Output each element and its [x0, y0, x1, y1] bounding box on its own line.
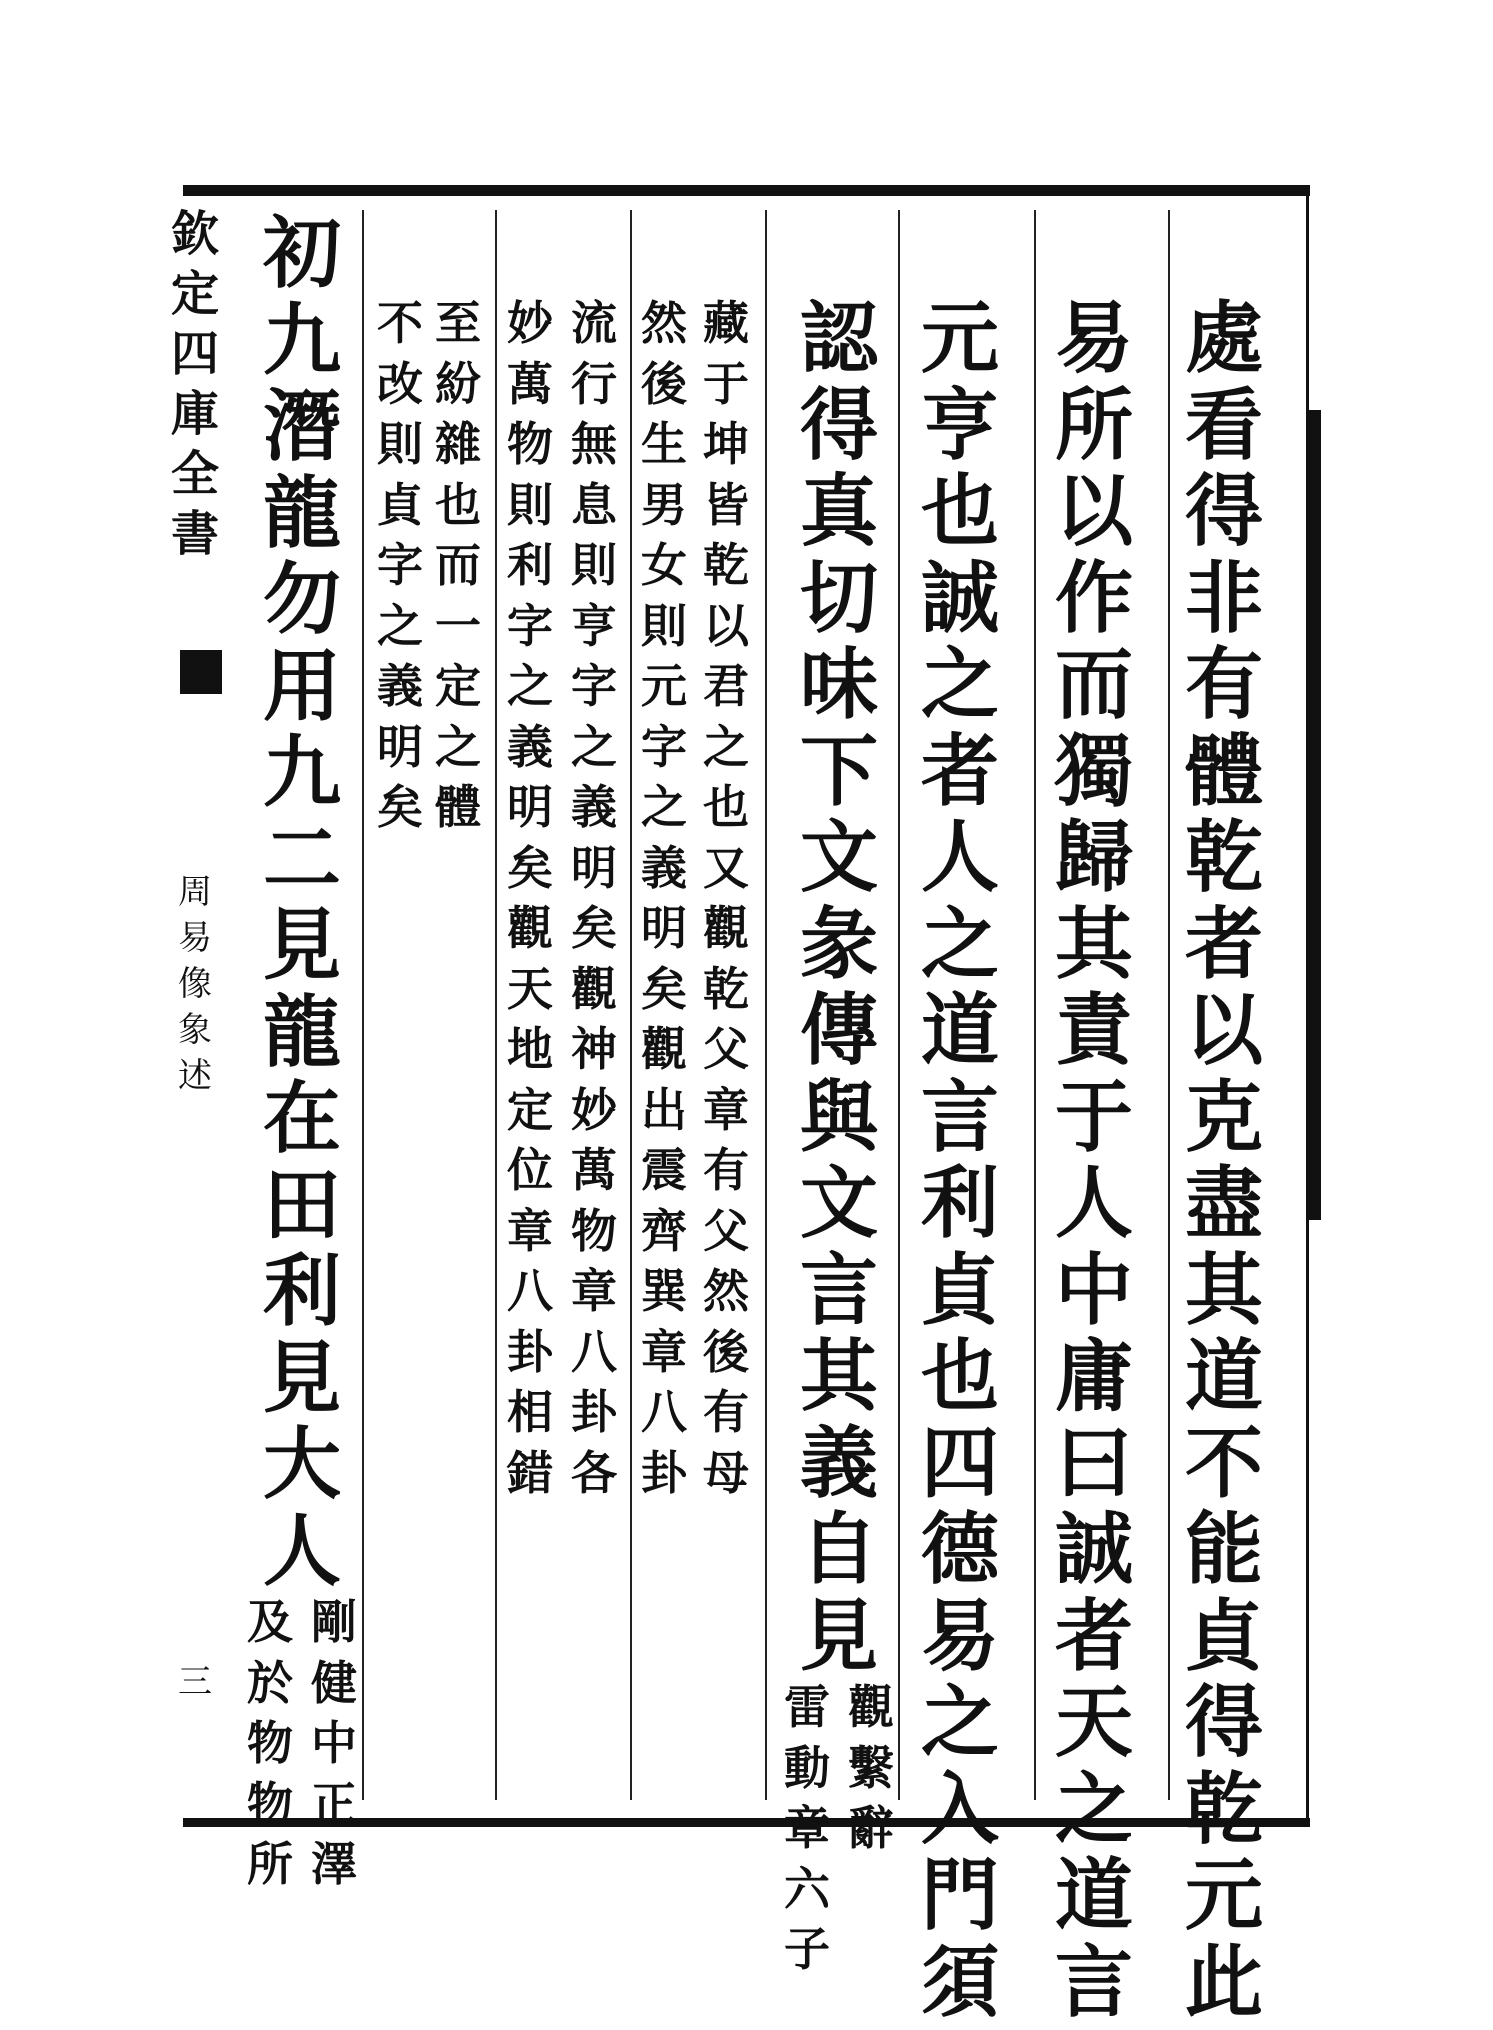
- column-divider: [1034, 210, 1036, 1800]
- glyph: 責: [1046, 992, 1142, 1079]
- glyph: 矣: [502, 845, 558, 906]
- glyph: 健: [306, 1660, 362, 1721]
- glyph: 于: [1046, 1079, 1142, 1166]
- glyph: 三: [173, 1665, 217, 1705]
- glyph: 言: [791, 1252, 887, 1339]
- glyph: 得: [791, 387, 887, 474]
- glyph: 看: [1176, 387, 1272, 474]
- glyph: 流: [566, 300, 622, 361]
- glyph: 而: [1046, 646, 1142, 733]
- column-divider: [630, 210, 632, 1800]
- glyph: 錯: [502, 1450, 558, 1511]
- glyph: 觀: [566, 966, 622, 1027]
- glyph: 繫: [843, 1745, 899, 1806]
- glyph: 體: [1176, 733, 1272, 820]
- column-divider: [362, 210, 364, 1800]
- text-column-1: [1176, 300, 1272, 2030]
- glyph: 四: [170, 330, 220, 390]
- glyph: 曰: [1046, 1425, 1142, 1512]
- glyph: 之: [1046, 1771, 1142, 1858]
- glyph: 則: [502, 482, 558, 543]
- glyph: 文: [791, 819, 887, 906]
- glyph: 庫: [170, 390, 220, 450]
- glyph: 皆: [698, 482, 754, 543]
- glyph: 潛: [254, 388, 350, 475]
- glyph: 欽: [170, 210, 220, 270]
- glyph: 亨: [566, 603, 622, 664]
- glyph: 像: [173, 967, 217, 1013]
- glyph: 母: [698, 1450, 754, 1511]
- glyph: 貞: [372, 482, 428, 543]
- glyph: 男: [636, 482, 692, 543]
- glyph: 有: [1176, 646, 1272, 733]
- glyph: 人: [1046, 1165, 1142, 1252]
- glyph: 人: [912, 819, 1008, 906]
- column-text: [698, 300, 754, 1510]
- glyph: 八: [566, 1329, 622, 1390]
- glyph: 卦: [636, 1450, 692, 1511]
- margin-strip: [170, 190, 220, 1810]
- glyph: 亨: [912, 387, 1008, 474]
- glyph: 二: [254, 821, 350, 908]
- glyph: 地: [502, 1026, 558, 1087]
- glyph: 門: [912, 1857, 1008, 1944]
- glyph: 八: [502, 1268, 558, 1329]
- glyph: 道: [1176, 1338, 1272, 1425]
- glyph: 于: [698, 361, 754, 422]
- glyph: 德: [912, 1511, 1008, 1598]
- glyph: 誠: [1046, 1511, 1142, 1598]
- glyph: 乾: [698, 966, 754, 1027]
- glyph: 觀: [502, 905, 558, 966]
- glyph: 物: [242, 1781, 298, 1842]
- glyph: 藏: [698, 300, 754, 361]
- glyph: 龍: [254, 475, 350, 562]
- glyph: 易: [173, 921, 217, 967]
- glyph: 須: [912, 1944, 1008, 2030]
- glyph: 又: [698, 845, 754, 906]
- text-column-4: [779, 300, 899, 1987]
- column-text: [254, 215, 350, 1599]
- glyph: 傳: [791, 992, 887, 1079]
- glyph: 位: [502, 1147, 558, 1208]
- text-column-2: [1046, 300, 1142, 2030]
- glyph: 歸: [1046, 819, 1142, 906]
- glyph: 易: [912, 1598, 1008, 1685]
- glyph: 之: [912, 646, 1008, 733]
- commentary-line-8: [502, 300, 558, 1510]
- glyph: 無: [566, 421, 622, 482]
- column-divider: [765, 210, 767, 1800]
- glyph: 定: [170, 270, 220, 330]
- glyph: 明: [566, 845, 622, 906]
- glyph: 女: [636, 542, 692, 603]
- text-column-3: [912, 300, 1008, 2030]
- glyph: 字: [636, 724, 692, 785]
- glyph: 坤: [698, 421, 754, 482]
- interlinear-note: [242, 1599, 362, 1902]
- glyph: 乾: [698, 542, 754, 603]
- glyph: 行: [566, 361, 622, 422]
- glyph: 之: [698, 724, 754, 785]
- glyph: 則: [372, 421, 428, 482]
- glyph: 義: [636, 845, 692, 906]
- glyph: 不: [372, 300, 428, 361]
- glyph: 章: [566, 1268, 622, 1329]
- glyph: 道: [912, 992, 1008, 1079]
- glyph: 萬: [502, 361, 558, 422]
- column-divider: [495, 210, 497, 1800]
- glyph: 後: [636, 361, 692, 422]
- glyph: 義: [791, 1425, 887, 1512]
- glyph: 天: [1046, 1684, 1142, 1771]
- glyph: 以: [1046, 473, 1142, 560]
- glyph: 生: [636, 421, 692, 482]
- glyph: 貞: [1176, 1598, 1272, 1685]
- glyph: 與: [791, 1079, 887, 1166]
- glyph: 見: [254, 907, 350, 994]
- commentary-line-7: [566, 300, 622, 1510]
- glyph: 子: [779, 1926, 835, 1987]
- glyph: 齊: [636, 1208, 692, 1269]
- glyph: 各: [566, 1450, 622, 1511]
- glyph: 字: [372, 542, 428, 603]
- glyph: 辭: [843, 1805, 899, 1866]
- glyph: 則: [566, 542, 622, 603]
- glyph: 震: [636, 1147, 692, 1208]
- glyph: 九: [254, 734, 350, 821]
- glyph: 有: [698, 1147, 754, 1208]
- glyph: 庸: [1046, 1338, 1142, 1425]
- glyph: 紛: [430, 361, 486, 422]
- glyph: 物: [502, 421, 558, 482]
- glyph: 章: [636, 1329, 692, 1390]
- glyph: 所: [1046, 387, 1142, 474]
- glyph: 以: [698, 603, 754, 664]
- glyph: 出: [636, 1087, 692, 1148]
- glyph: 天: [502, 966, 558, 1027]
- glyph: 後: [698, 1329, 754, 1390]
- glyph: 言: [912, 1079, 1008, 1166]
- glyph: 述: [173, 1059, 217, 1105]
- glyph: 八: [636, 1389, 692, 1450]
- glyph: 之: [372, 603, 428, 664]
- interlinear-note: [779, 1684, 899, 1987]
- glyph: 得: [1176, 473, 1272, 560]
- glyph: 所: [242, 1841, 298, 1902]
- glyph: 一: [430, 603, 486, 664]
- glyph: 雜: [430, 421, 486, 482]
- glyph: 言: [1046, 1944, 1142, 2030]
- glyph: 利: [912, 1165, 1008, 1252]
- glyph: 定: [430, 663, 486, 724]
- glyph: 見: [254, 1340, 350, 1427]
- glyph: 則: [636, 603, 692, 664]
- glyph: 明: [502, 784, 558, 845]
- glyph: 用: [254, 648, 350, 735]
- glyph: 在: [254, 1080, 350, 1167]
- glyph: 貞: [912, 1252, 1008, 1339]
- glyph: 者: [912, 733, 1008, 820]
- note-right-line: [843, 1684, 899, 1987]
- margin-page-number: [173, 1665, 217, 1705]
- glyph: 明: [372, 724, 428, 785]
- glyph: 之: [502, 663, 558, 724]
- glyph: 元: [1176, 1857, 1272, 1944]
- column-text: [912, 300, 1008, 2030]
- glyph: 之: [912, 1684, 1008, 1771]
- glyph: 不: [1176, 1425, 1272, 1512]
- top-border-rule: [183, 185, 1310, 196]
- glyph: 字: [502, 603, 558, 664]
- glyph: 勿: [254, 561, 350, 648]
- glyph: 利: [254, 1253, 350, 1340]
- glyph: 得: [1176, 1684, 1272, 1771]
- glyph: 也: [430, 482, 486, 543]
- glyph: 及: [242, 1599, 298, 1660]
- glyph: 周: [173, 875, 217, 921]
- glyph: 者: [1046, 1598, 1142, 1685]
- glyph: 也: [698, 784, 754, 845]
- glyph: 矣: [636, 966, 692, 1027]
- glyph: 也: [912, 473, 1008, 560]
- note-left-line: [779, 1684, 835, 1987]
- glyph: 之: [636, 784, 692, 845]
- glyph: 元: [636, 663, 692, 724]
- glyph: 克: [1176, 1079, 1272, 1166]
- glyph: 萬: [566, 1147, 622, 1208]
- glyph: 觀: [636, 1026, 692, 1087]
- commentary-line-10: [372, 300, 428, 845]
- glyph: 父: [698, 1208, 754, 1269]
- glyph: 神: [566, 1026, 622, 1087]
- glyph: 義: [566, 784, 622, 845]
- glyph: 象: [173, 1013, 217, 1059]
- glyph: 獨: [1046, 733, 1142, 820]
- glyph: 巽: [636, 1268, 692, 1329]
- right-edge-bar: [1309, 410, 1321, 1220]
- note-right-line: [306, 1599, 362, 1902]
- glyph: 然: [636, 300, 692, 361]
- glyph: 也: [912, 1338, 1008, 1425]
- glyph: 乾: [1176, 819, 1272, 906]
- glyph: 觀: [843, 1684, 899, 1745]
- glyph: 於: [242, 1660, 298, 1721]
- glyph: 能: [1176, 1511, 1272, 1598]
- glyph: 者: [1176, 906, 1272, 993]
- glyph: 義: [372, 663, 428, 724]
- glyph: 章: [502, 1208, 558, 1269]
- glyph: 動: [779, 1745, 835, 1806]
- glyph: 全: [170, 450, 220, 510]
- glyph: 剛: [306, 1599, 362, 1660]
- glyph: 九: [254, 302, 350, 389]
- commentary-line-6: [636, 300, 692, 1510]
- glyph: 妙: [502, 300, 558, 361]
- glyph: 矣: [372, 784, 428, 845]
- glyph: 切: [791, 560, 887, 647]
- column-text: [566, 300, 622, 1510]
- glyph: 字: [566, 663, 622, 724]
- margin-book-title: [170, 210, 220, 570]
- column-text: [430, 300, 486, 845]
- glyph: 六: [779, 1866, 835, 1927]
- glyph: 其: [1046, 906, 1142, 993]
- glyph: 之: [566, 724, 622, 785]
- column-text: [636, 300, 692, 1510]
- glyph: 自: [791, 1511, 887, 1598]
- glyph: 相: [502, 1389, 558, 1450]
- glyph: 澤: [306, 1841, 362, 1902]
- glyph: 人: [254, 1513, 350, 1600]
- glyph: 利: [502, 542, 558, 603]
- glyph: 見: [791, 1598, 887, 1685]
- glyph: 此: [1176, 1944, 1272, 2030]
- glyph: 明: [636, 905, 692, 966]
- glyph: 其: [791, 1338, 887, 1425]
- glyph: 文: [791, 1165, 887, 1252]
- glyph: 田: [254, 1167, 350, 1254]
- glyph: 有: [698, 1389, 754, 1450]
- glyph: 然: [698, 1268, 754, 1329]
- glyph: 妙: [566, 1087, 622, 1148]
- commentary-line-9: [430, 300, 486, 845]
- glyph: 章: [779, 1805, 835, 1866]
- column-text: [372, 300, 428, 845]
- glyph: 矣: [566, 905, 622, 966]
- text-column-11: [242, 215, 362, 1902]
- glyph: 章: [698, 1087, 754, 1148]
- commentary-line-5: [698, 300, 754, 1510]
- glyph: 之: [430, 724, 486, 785]
- glyph: 作: [1046, 560, 1142, 647]
- glyph: 中: [306, 1720, 362, 1781]
- note-left-line: [242, 1599, 298, 1902]
- glyph: 非: [1176, 560, 1272, 647]
- glyph: 大: [254, 1426, 350, 1513]
- glyph: 改: [372, 361, 428, 422]
- glyph: 體: [430, 784, 486, 845]
- margin-subtitle: [173, 875, 217, 1105]
- glyph: 認: [791, 300, 887, 387]
- margin-fishtail-block: [180, 650, 222, 694]
- glyph: 彖: [791, 906, 887, 993]
- glyph: 物: [242, 1720, 298, 1781]
- glyph: 元: [912, 300, 1008, 387]
- glyph: 而: [430, 542, 486, 603]
- glyph: 真: [791, 473, 887, 560]
- glyph: 易: [1046, 300, 1142, 387]
- glyph: 龍: [254, 994, 350, 1081]
- glyph: 君: [698, 663, 754, 724]
- glyph: 定: [502, 1087, 558, 1148]
- glyph: 其: [1176, 1252, 1272, 1339]
- glyph: 中: [1046, 1252, 1142, 1339]
- glyph: 正: [306, 1781, 362, 1842]
- glyph: 觀: [698, 905, 754, 966]
- column-text: [502, 300, 558, 1510]
- glyph: 四: [912, 1425, 1008, 1512]
- glyph: 處: [1176, 300, 1272, 387]
- glyph: 卦: [502, 1329, 558, 1390]
- glyph: 物: [566, 1208, 622, 1269]
- glyph: 息: [566, 482, 622, 543]
- glyph: 下: [791, 733, 887, 820]
- glyph: 乾: [1176, 1771, 1272, 1858]
- glyph: 之: [912, 906, 1008, 993]
- glyph: 味: [791, 646, 887, 733]
- column-text: [1176, 300, 1272, 2030]
- glyph: 誠: [912, 560, 1008, 647]
- glyph: 書: [170, 510, 220, 570]
- column-text: [791, 300, 887, 1684]
- column-divider: [1168, 210, 1170, 1800]
- glyph: 盡: [1176, 1165, 1272, 1252]
- glyph: 道: [1046, 1857, 1142, 1944]
- glyph: 以: [1176, 992, 1272, 1079]
- glyph: 初: [254, 215, 350, 302]
- glyph: 父: [698, 1026, 754, 1087]
- glyph: 卦: [566, 1389, 622, 1450]
- glyph: 入: [912, 1771, 1008, 1858]
- glyph: 至: [430, 300, 486, 361]
- column-text: [1046, 300, 1142, 2030]
- glyph: 義: [502, 724, 558, 785]
- glyph: 雷: [779, 1684, 835, 1745]
